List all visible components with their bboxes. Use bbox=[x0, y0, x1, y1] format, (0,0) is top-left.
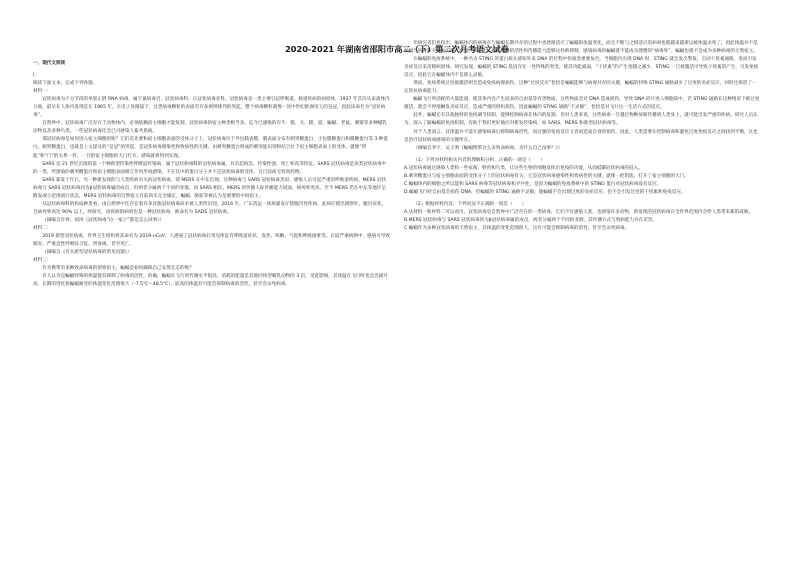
material3-paragraph: 但研究者们也指出，蝙蝠体内的病毒在与蝙蝠长期共存的过程中也逐渐适应了蝙蝠的体温变化，而且不断与之相适应的病毒也就越来越难以被体温杀死了，因此体温并不是蝙蝠与病毒和平共处的唯一原因，事实上，如果病毒的活性和传播能力能够这样被抑制，感染病毒的蝙蝠就不能成为理想的“病毒库”，蝙蝠也就不会成为多种病毒的天然宿主。 bbox=[404, 41, 758, 55]
question2-option-a: A.从材料一和材料二可以看出，冠状病毒是自然界中广泛存在的一类病毒，它们不仅感染人类，也感染许多动物，新发现的冠状病毒在全世界范围内会给人类带来新的威胁。 bbox=[404, 209, 754, 215]
question1-option-b: B.刺突糖蛋白与宿主细胞表面的受体分子上的冠状病毒有关，它是冠状病毒感染性和致病性的关键，就像一把钥匙，打开了宿主细胞的大门。 bbox=[404, 173, 689, 179]
instruction-text: 阅读下面文本，完成下列各题。 bbox=[33, 81, 98, 87]
material2-paragraph: 2019 新型冠状病毒，世界卫生组织将其命名为 2019-nCoV。人感染了冠状病毒后常见体征有呼吸道症状、发热、咳嗽、气促和呼吸困难等。在较严重病例中，感染可导致肺炎、严重急性呼吸综合征、肾衰竭，甚至死亡。 bbox=[33, 233, 390, 248]
material3-paragraph: 在蝙蝠的免疫系统中，一种名为 STING 的蛋白质在感知外来 DNA 的过程中扮演着重要角色，当细胞内出现 DNA 时，STING 就会发出警报，启动干扰素通路，进而引发炎症反应来清除病原体。研究发现，蝙蝠的 STING 基因存在一处特殊的突变，使其功能减弱，“干扰素”的产生也随之减少，STING 一旦被激活可导致干扰素的产生，引发免疫反应，因此它在蝙蝠体内不是那么灵敏。 bbox=[404, 57, 759, 79]
material3-paragraph: 然而，免疫系统过度被激活则会造成免疫病理损伤，这种“过度反应”恰恰是蝙蝠能够与病毒共存的关键，蝙蝠的特殊 STING 通路减少了过度的炎症反应，同时还保留了一定的抗病毒能力。 bbox=[404, 81, 757, 95]
material3-paragraph: 蝙蝠飞行所消耗的大量能量，使其体内会产生较多的自由基等有害物质，这些物质会对 DNA 造成损伤，导致 DNA 碎片进入细胞质中，若 STING 通路在这种情况下被过度激活，就会不停地触发炎症反应，造成严重的组织损伤，因此蝙蝠的 STING 通路“不灵敏”，恰恰是对飞行这一生活方式的适应。 bbox=[404, 97, 760, 111]
question1-option-a: A.冠状病毒通过感染人类和一些家畜、野兽和鸟类，让这些生物的细胞发挥出免疫的功能，从而抵御冠状病毒的侵入。 bbox=[404, 165, 643, 171]
material3-label: 材料三： bbox=[33, 258, 52, 264]
material3-paragraph: 作为携带有多种致命病毒的原始宿主，蝙蝠是如何确保自己安然无恙的呢？ bbox=[42, 266, 194, 272]
material1-paragraph: SARS 是 21 世纪出现的第一个种新型传染性呼吸道传染病，属于冠状病毒科的冠状病毒属，具有起病急、传染性强、死亡率高等特征。SARS 冠状病毒是该类冠状病毒中的一类，所感染的刺突糖蛋白和宿主细胞表面相互作用形成感染，不在其中的蛋白分子并不是冠状病毒的受体，且目前尚无特效药物。 bbox=[33, 161, 387, 175]
question2-option-b: B.MERS 冠状病毒与 SARS 冠状病毒同为β冠状病毒属的成员，两者分属两个不同的亚群，其传播方式与致病能力存在差异。 bbox=[404, 217, 658, 223]
material2-label: 材料二： bbox=[33, 225, 52, 231]
material3-paragraph: 对于人类而言，其体温并不能在感染病毒后抑制病毒活性，而过强的免疫反应又容易造成自身的损伤，因此，人类需要在控制病毒和避免过度免疫反应之间找到平衡，这也是治疗冠状病毒感染的关键所在。 bbox=[404, 129, 758, 143]
section-heading: 一、现代文阅读 bbox=[33, 61, 66, 66]
question1-option-c: C.蝙蝠体内的细胞之所以能和 SARS 病毒等冠状病毒和平共处，是因为蝙蝠的免疫系统中的 STING 蛋白对冠状病毒没有反应。 bbox=[404, 181, 662, 187]
material2-source: （摘编自《有关新型冠状病毒的常见问题》） bbox=[42, 250, 132, 256]
right-column bbox=[404, 40, 761, 530]
question1-option-d: D.蝙蝠飞行时自由基会损伤 DNA，但蝙蝠的 STING 通路不灵敏，使蝙蝠不会出现过度的炎症反应，也不会引发过度的干扰素和免疫反应。 bbox=[404, 189, 686, 195]
material1-paragraph: 那冠状病毒是如何进入宿主细胞的呢？它们首先要和宿主细胞表面的受体分子上，冠状病毒位于外包膜表膜，膜表面分布有刺突糖蛋白、小包膜糖蛋白和膜糖蛋白等 3 种蛋白。刺突糖蛋白，也就是上文提及的“皇冠”的突起，是冠状病毒感染性和致病性的关键。由刺突糖蛋白组成的刺突能识别和结合位于宿主细胞表面上的受体，就像“钥匙”和“门”的关系一样，一旦把宿主细胞的大门打开，感染就将得到实现。 bbox=[33, 137, 388, 159]
material1-label: 材料一： bbox=[33, 89, 52, 95]
material1-paragraph: 冠状病毒为不分节段的单股正链 RNA 病毒，属于巢病毒目、冠状病毒科、正冠状病毒亚科。冠状病毒是一类主要引起呼吸道、肠道疾病的病原体，1937 年首次从家禽体内分离，最早在人体内发现是在 1965 年。在电子显微镜下，这类病毒颗粒的表面有许多规则排列的突起，整个病毒颗粒就像一顶中世纪欧洲帝王的皇冠，因此该命名为“冠状病毒”。 bbox=[33, 97, 390, 119]
question2-stem: （2）根据材料内容，下列说法不正确的一项是（ ） bbox=[413, 201, 527, 207]
question1-stem: （1）下列对材料相关内容的理解和分析，正确的一项是（ ） bbox=[413, 157, 545, 163]
material3-source: （摘编自李宇，吴王明《蝙蝠携带这么多致命病毒，为什么自己没事？》） bbox=[413, 145, 563, 151]
material3-paragraph: 此外，蝙蝠还有其他独特的免疫调节机制，能够控制病毒在体内的复制，但对人类来说，这些病毒一旦越过物种屏障传播到人类身上，就可能引发严重的疾病。研究人员认为，深入了解蝙蝠的免疫机制，有助于我们更好地应对新发传染病，如 SARS、MERS 和新型冠状病毒等。 bbox=[404, 113, 758, 127]
left-column bbox=[33, 60, 390, 530]
material1-paragraph: 自然界中，冠状病毒广泛存在于动物体内，必须依赖宿主细胞才能复制，冠状病毒的宿主种类相当多。迄今已感染的有牛、猪、犬、猫、貂、蝙蝠、老鼠、刺猬等多种哺乳动物以及多种鸟类。一些冠状病毒还会已可感染人畜共患病。 bbox=[33, 121, 387, 135]
material1-paragraph: 从冠状病毒科的构成种类看，由自然界中还存在着许多其他冠状病毒尚未被人类所识别，2016 年，广东清远一场场暴发仔猪腹泻性疾病，此病仔猪出现呕吐、腹泻症状，且病死率高达 90% 以上，经研究，该疾病的病原也是一种冠状病毒，被命名为 SADS 冠状病毒。 bbox=[33, 201, 387, 215]
exam-title: 2020-2021 年湖南省邵阳市高二（下）第二次月考语文试卷 bbox=[285, 44, 509, 54]
question2-option-c: C.蝙蝠作为多种冠状病毒的天然宿主，其体温的变化范围很大，这有可能会抑制病毒的活性，甚至会杀死病毒。 bbox=[404, 226, 630, 232]
material1-source: （摘编自许铎、胡涛《冠状病毒“这一家子”都是怎么回事》） bbox=[42, 217, 165, 223]
material1-paragraph: SARS 暴发十年后，另一种新发现的与人类疾病有关的冠状病毒，即 MERS 在中东出现。这种病毒与 SARS 冠状病毒类似，感染人后引起严重的呼吸道疾病。MERS 冠状病毒与 SARS 冠状病毒同为β冠状病毒属的成员，但两者分属两个不同的亚群，同 SARS 相比，MERS 的传播人际传播能力较弱，病死率更高，至今 MERS 仍在中东等地区呈散发或小范围流行状态，MERS 冠状病毒的自然宿主目前尚未完全确定，蝙蝠、骆驼等被认为是重要的中间宿主。 bbox=[33, 177, 387, 199]
part-label: I. bbox=[33, 73, 36, 79]
material3-paragraph: 有人认为是蝙蝠特殊的体温使其抑制了病毒的活性，的确，蝙蝠在飞行时代谢水平很高，消耗的能量是其他同体型哺乳动物的 3 倍，受此影响，其体温在飞行时也会急剧升高，长期的进化使蝙蝠耐受的体温变化范围很大（-7.5℃～48.5℃），较高的体温有可能会抑制病毒的活性，甚至会杀死病毒。 bbox=[33, 274, 388, 288]
